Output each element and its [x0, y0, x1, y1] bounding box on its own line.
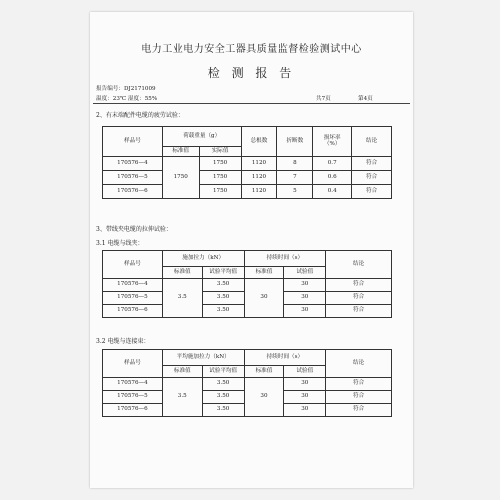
header-result: 结论 — [326, 251, 392, 279]
sample-cell: 170576—5 — [103, 292, 163, 305]
rate-cell: 0.4 — [313, 185, 352, 199]
org-name: 电力工业电力安全工器具质量监督检验测试中心 — [141, 44, 362, 55]
standard-cell: 3.5 — [162, 378, 202, 417]
table-row — [103, 378, 392, 391]
sample-cell: 170576—4 — [103, 157, 163, 171]
avg-cell: 3.50 — [202, 378, 244, 391]
header-test: 试验值 — [284, 366, 326, 378]
test-cell: 30 — [284, 292, 326, 305]
header-result: 结论 — [352, 127, 392, 157]
header-std: 标准值 — [162, 147, 199, 157]
result-cell: 符合 — [352, 157, 392, 171]
section-3-1-heading: 3.1 电缆与线夹： — [96, 240, 144, 247]
result-cell: 符合 — [352, 185, 392, 199]
avg-cell: 3.50 — [202, 404, 244, 417]
result-cell: 符合 — [326, 404, 392, 417]
header-std: 标准值 — [162, 366, 202, 378]
report-page — [90, 12, 413, 488]
header-std2: 标准值 — [244, 267, 284, 279]
test-cell: 30 — [284, 279, 326, 292]
header-avg: 试验平均值 — [202, 267, 244, 279]
avg-cell: 3.50 — [202, 279, 244, 292]
sample-cell: 170576—6 — [103, 185, 163, 199]
header-actual: 实际值 — [199, 147, 241, 157]
header-force: 平均施加拉力（kN） — [162, 350, 244, 366]
header-avg: 试验平均值 — [202, 366, 244, 378]
test-cell: 30 — [284, 404, 326, 417]
header-broken: 折断数 — [277, 127, 313, 157]
total-cell: 1120 — [241, 185, 277, 199]
report-title: 检 测 报 告 — [207, 66, 296, 80]
total-cell: 1120 — [241, 171, 277, 185]
rate-unit: （%） — [323, 140, 341, 147]
avg-cell: 3.50 — [202, 305, 244, 318]
header-total: 总根数 — [241, 127, 277, 157]
test-cell: 30 — [284, 305, 326, 318]
broken-cell: 7 — [277, 171, 313, 185]
connector-tensile-table — [102, 349, 392, 417]
result-cell: 符合 — [326, 378, 392, 391]
table-row — [103, 157, 392, 171]
hold-std-cell: 30 — [244, 378, 284, 417]
actual-cell: 1750 — [199, 157, 241, 171]
temperature-humidity: 温度：23℃ 湿度：55% — [96, 96, 158, 102]
avg-cell: 3.50 — [202, 391, 244, 404]
rate-cell: 0.6 — [313, 171, 352, 185]
header-force: 施加拉力（kN） — [162, 251, 244, 267]
result-cell: 符合 — [326, 305, 392, 318]
header-std: 标准值 — [162, 267, 202, 279]
header-std2: 标准值 — [244, 366, 284, 378]
broken-cell: 5 — [277, 185, 313, 199]
table-row — [103, 279, 392, 292]
report-number: 报告编号：DJ2171009 — [96, 86, 156, 92]
actual-cell: 1750 — [199, 171, 241, 185]
sample-cell: 170576—4 — [103, 378, 163, 391]
broken-cell: 8 — [277, 157, 313, 171]
header-hold-time: 持续时间（s） — [244, 251, 326, 267]
table-row — [103, 171, 392, 185]
actual-cell: 1750 — [199, 185, 241, 199]
section-3-2-heading: 3.2 电缆与连接束： — [96, 338, 150, 345]
header-load: 荷载重量（g） — [162, 127, 241, 147]
header-test: 试验值 — [284, 267, 326, 279]
standard-cell: 1750 — [162, 157, 199, 199]
page-number: 第4页 — [358, 96, 373, 102]
header-rule — [93, 103, 410, 104]
total-cell: 1120 — [241, 157, 277, 171]
avg-cell: 3.50 — [202, 292, 244, 305]
section-2-heading: 2、有末端配件电缆的疲劳试验： — [96, 112, 184, 119]
header-hold-time: 持续时间（s） — [244, 350, 326, 366]
header-sample: 样品号 — [103, 251, 163, 279]
section-3-heading: 3、带线夹电缆的拉伸试验： — [96, 226, 172, 233]
table-row — [103, 185, 392, 199]
header-rate — [313, 127, 352, 157]
fatigue-test-table — [102, 126, 392, 199]
header-sample: 样品号 — [103, 127, 163, 157]
clamp-tensile-table — [102, 250, 392, 318]
total-pages: 共7页 — [316, 96, 331, 102]
rate-cell: 0.7 — [313, 157, 352, 171]
sample-cell: 170576—5 — [103, 391, 163, 404]
test-cell: 30 — [284, 391, 326, 404]
standard-cell: 3.5 — [162, 279, 202, 318]
sample-cell: 170576—5 — [103, 171, 163, 185]
result-cell: 符合 — [352, 171, 392, 185]
header-sample: 样品号 — [103, 350, 163, 378]
sample-cell: 170576—6 — [103, 404, 163, 417]
rate-label: 损坏率 — [323, 134, 341, 141]
test-cell: 30 — [284, 378, 326, 391]
header-result: 结论 — [326, 350, 392, 378]
hold-std-cell: 30 — [244, 279, 284, 318]
sample-cell: 170576—6 — [103, 305, 163, 318]
result-cell: 符合 — [326, 279, 392, 292]
sample-cell: 170576—4 — [103, 279, 163, 292]
result-cell: 符合 — [326, 391, 392, 404]
result-cell: 符合 — [326, 292, 392, 305]
